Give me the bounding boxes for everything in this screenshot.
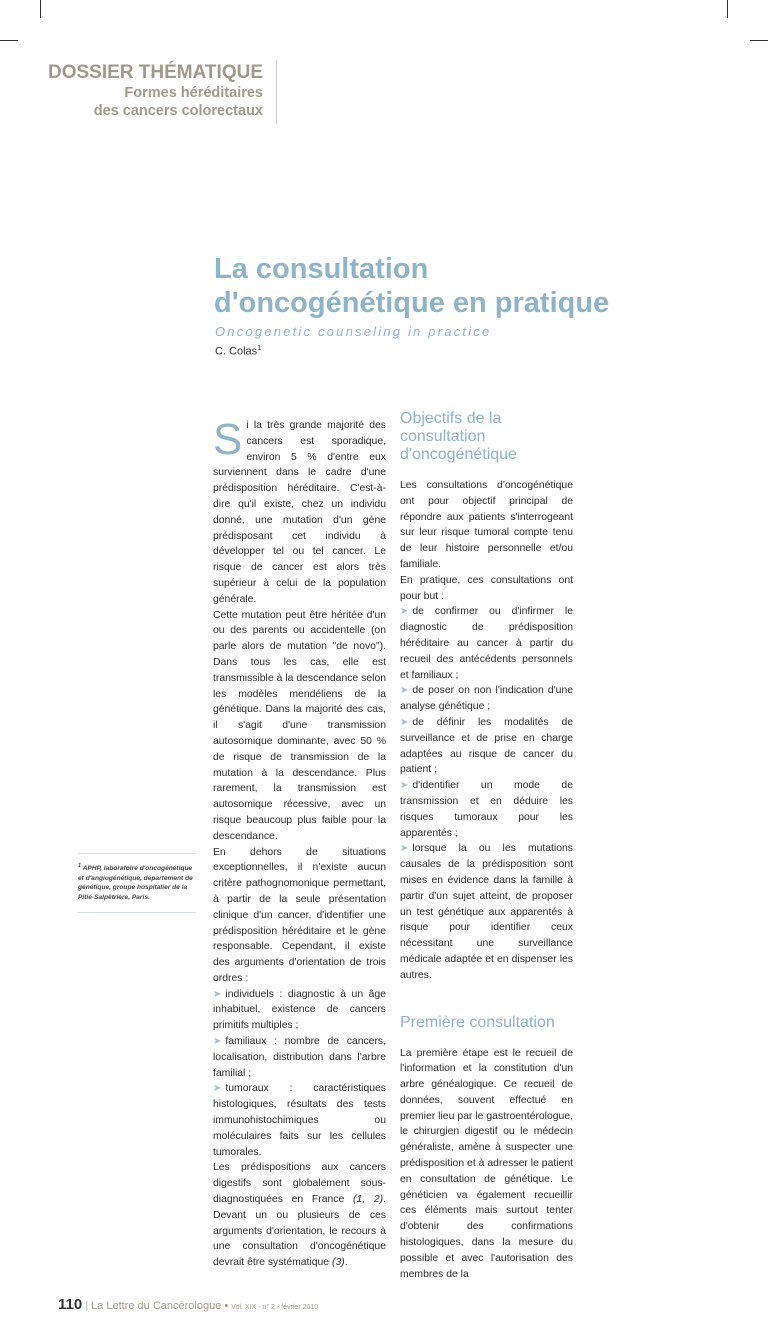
bullet-text: individuels : diagnostic à un âge inhabituel, existence de cancers primitifs multiples ; [213,988,386,1032]
bullet-item [400,841,573,983]
footnote-marker: 1 [78,863,82,869]
arrow-bullet-icon: ➤ [213,1083,222,1095]
reference: (1, 2) [353,1194,384,1206]
footnote [78,853,196,913]
arrow-bullet-icon: ➤ [400,716,409,728]
bullet-item [400,715,573,778]
page-footer: 110 | La Lettre du Cancérologue • Vol. XIX - n° 2 - février 2010 [58,1296,319,1313]
footer-divider: | [85,1300,89,1312]
dossier-subtitle-1: Formes héréditaires [124,85,263,101]
section-heading: Objectifs de la consultation d'oncogénétique [400,410,517,463]
bullet-item [213,1081,386,1160]
bullet-text: lorsque la ou les mutations causales de la prédisposition sont mises en évidence dans la famille à partir d'un sujet atteint, de proposer un test génétique aux apparentés à risque pour identifier ceux nécessitant une surveillance médicale adaptée et en dispenser les autres. [400,843,573,981]
page-number: 110 [58,1296,83,1313]
journal-volume: Vol. XIX - n° 2 - février 2010 [231,1304,319,1311]
bullet-item [400,683,573,715]
author-affiliation-ref: 1 [257,345,262,352]
footnote-text: APHP, laboratoire d'oncogénétique et d'angiogénétique, département de génétique, groupe hospitalier de la Pitié-Salpêtrière, Paris. [78,865,193,901]
right-column [400,410,573,1282]
paragraph: i la très grande majorité des cancers est sporadique, environ 5 % d'entre eux surviennent dans le cadre d'une prédisposition héréditaire. C'est-à-dire qu'il existe, chez un individu donné, une mutation d'un gène prédisposant cet individu à développer tel ou tel cancer. Le risque de cancer est alors très supérieur à celui de la population générale. [213,420,386,605]
journal-name: La Lettre du Cancérologue [91,1300,222,1312]
arrow-bullet-icon: ➤ [400,780,409,792]
bullet-text: de poser on non l'indication d'une analyse génétique ; [400,685,573,713]
paragraph [213,1160,386,1271]
article-subtitle: Oncogenetic counseling in practice [215,324,492,339]
crop-mark [40,0,41,18]
title-line: La consultation [214,253,429,285]
bullet-text: tumoraux : caractéristiques histologiques, résultats des tests immunohistochimiques ou moléculaires faits sur les cellules tumorales. [213,1083,386,1158]
paragraph: Les consultations d'oncogénétique ont pour objectif principal de répondre aux patients s'interrogeant sur leur risque tumoral compte tenu de leur histoire personnelle et/ou familiale. [400,480,573,570]
paragraph: En dehors de situations exceptionnelles, il n'existe aucun critère pathognomonique permettant, à partir de la seule présentation clinique d'un cancer, d'identifier une prédisposition héréditaire et le gène responsable. Cependant, il existe des arguments d'orientation de trois ordres : [213,846,386,984]
arrow-bullet-icon: ➤ [400,606,409,618]
dossier-kicker: DOSSIER THÉMATIQUE [48,62,263,83]
article-title [214,252,609,320]
dossier-subtitle-2: des cancers colorectaux [93,103,263,119]
crop-mark [0,40,18,41]
author-name: C. Colas [215,345,258,358]
crop-mark [750,40,768,41]
arrow-bullet-icon: ➤ [213,1036,222,1048]
section-header [48,62,263,120]
arrow-bullet-icon: ➤ [213,988,222,1000]
paragraph: Cette mutation peut être héritée d'un ou des parents ou accidentelle (on parle alors de mutation "de novo"). Dans tous les cas, elle est transmissible à la descendance selon les modèles mendéliens de la génétique. Dans la majorité des cas, il s'agit d'une transmission autosomique dominante, avec 50 % de risque de transmission de la mutation à la descendance. Plus rarement, la transmission est autosomique récessive, avec un risque beaucoup plus faible pour la descendance. [213,609,386,842]
left-column [213,415,386,1271]
author [215,345,261,358]
crop-mark [727,0,728,18]
reference: (3) [331,1257,345,1269]
text: Les prédispositions aux cancers digestifs sont globalement sous-diagnostiquées en France [213,1162,386,1206]
header-divider [276,60,277,124]
bullet-text: d'identifier un mode de transmission et en déduire les risques tumoraux pour les apparentés ; [400,780,573,839]
text: . [344,1257,348,1269]
bullet-text: de définir les modalités de surveillance et de prise en charge adaptées au risque de cancer du patient ; [400,716,573,776]
arrow-bullet-icon: ➤ [400,685,409,697]
bullet-item [400,604,573,683]
title-line: d'oncogénétique en pratique [214,287,610,319]
arrow-bullet-icon: ➤ [400,843,409,855]
bullet-item [213,1034,386,1081]
bullet-text: de confirmer ou d'infirmer le diagnostic de prédisposition héréditaire au cancer à partir du recueil des antécédents personnels et familiaux ; [400,606,573,681]
bullet-item [400,778,573,841]
text: . Devant un ou plusieurs de ces arguments d'orientation, le recours à une consultation d'oncogénétique devrait être systématique [213,1194,386,1269]
drop-cap: S [213,415,243,464]
section-heading: Première consultation [400,1013,555,1031]
paragraph: La première étape est le recueil de l'information et la constitution d'un arbre généalogique. Ce recueil de données, souvent effectué en premier lieu par le gastroentérologue, le chirurgien digestif ou le médecin généraliste, amène à suspecter une prédisposition et à adresser le patient en consultation de génétique. Le généticien va également recueillir ces éléments mais surtout tenter d'obtenir des confirmations histologiques, dans la mesure du possible et avec l'autorisation des membres de la [400,1047,573,1280]
bullet-text: familiaux : nombre de cancers, localisation, distribution dans l'arbre familial ; [213,1036,386,1079]
paragraph: En pratique, ces consultations ont pour but : [400,574,573,602]
